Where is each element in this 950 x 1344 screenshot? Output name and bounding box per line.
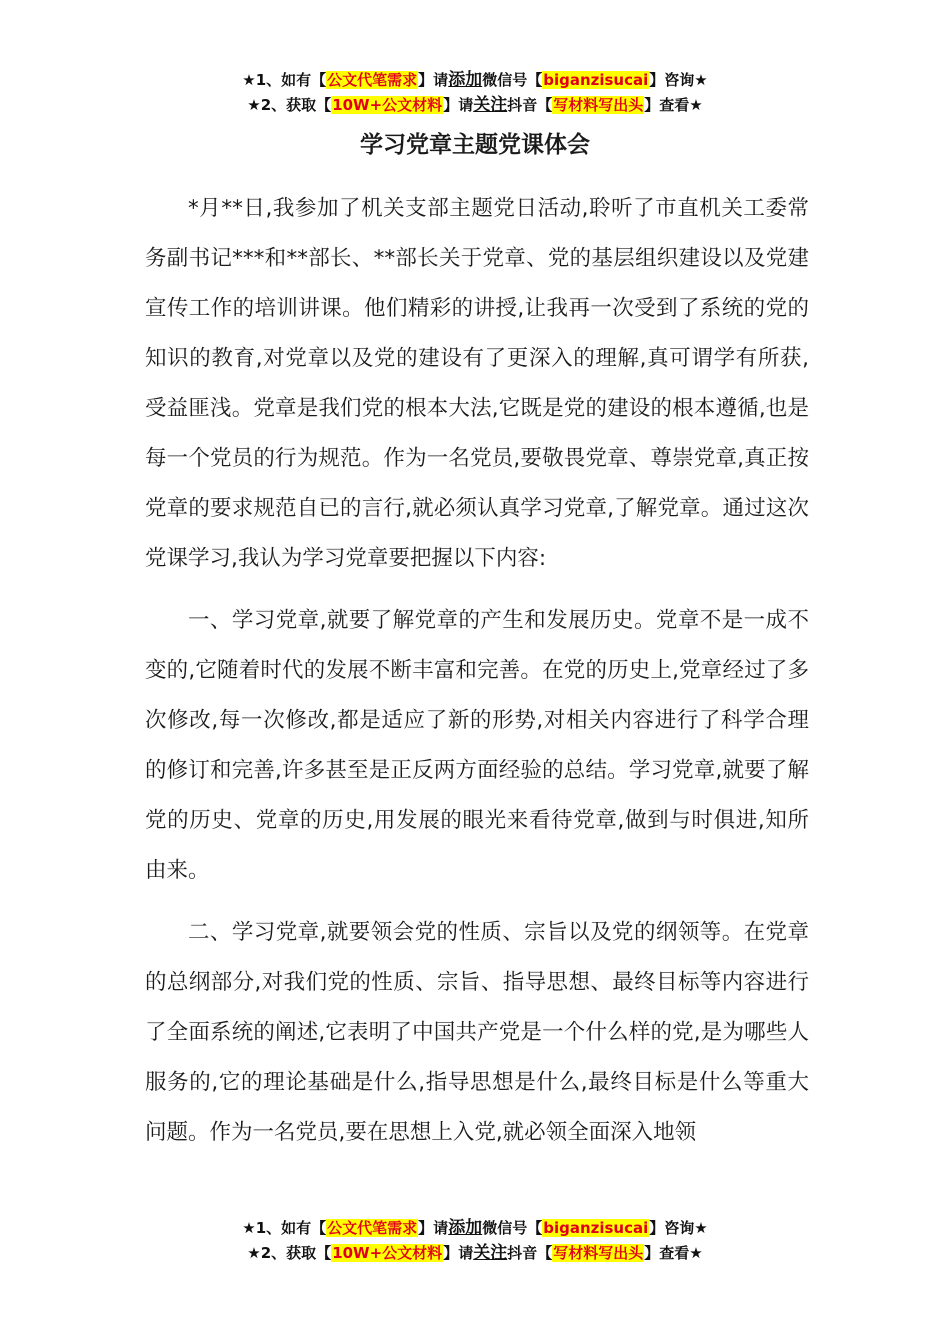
promo-text: 微信号【 [482,71,543,89]
promo-text: 微信号【 [482,1219,543,1237]
promo-emphasis: 添加 [448,70,483,90]
paragraph-point-1: 一、学习党章,就要了解党章的产生和发展历史。党章不是一成不变的,它随着时代的发展不断丰富和完善。在党的历史上,党章经过了多次修改,每一次修改,都是适应了新的形势,对相关内容进行了科学合理的修订和完善,许多甚至是正反两方面经验的总结。学习党章,就要了解党的历史、党章的历史,用发展的眼光来看待党章,做到与时俱进,知所由来。 [145,608,809,883]
promo-highlight-service: 公文代笔需求 [327,1219,418,1237]
promo-text: 】请 [418,71,449,89]
document-title: 学习党章主题党课体会 [360,132,590,158]
promo-text: 】请 [443,96,474,114]
paragraph-point-2: 二、学习党章,就要领会党的性质、宗旨以及党的纲领等。在党章的总纲部分,对我们党的性质、宗旨、指导思想、最终目标等内容进行了全面系统的阐述,它表明了中国共产党是一个什么样的党,是为哪些人服务的,它的理论基础是什么,指导思想是什么,最终目标是什么等重大问题。作为一名党员,要在思想上入党,就必领全面深入地领 [145,920,809,1145]
promo-text: ★1、如有【 [242,1219,327,1237]
header-promo-banner [0,68,950,118]
promo-text: 】请 [418,1219,449,1237]
promo-emphasis: 添加 [448,1218,483,1238]
promo-text: 】查看★ [644,1244,703,1262]
promo-highlight-douyin-account: 写材料写出头 [553,1244,644,1262]
promo-highlight-wechat-id: biganzisucai [543,1219,649,1237]
document-body [145,184,809,1170]
promo-highlight-douyin-account: 写材料写出头 [553,96,644,114]
promo-text: ★1、如有【 [242,71,327,89]
promo-text: 】咨询★ [649,1219,708,1237]
promo-highlight-service: 公文代笔需求 [327,71,418,89]
promo-text: ★2、获取【 [247,96,332,114]
promo-highlight-materials: 10W+公文材料 [332,1244,443,1262]
promo-text: 】请 [443,1244,474,1262]
promo-line-1 [0,68,950,93]
paragraph-intro: *月**日,我参加了机关支部主题党日活动,聆听了市直机关工委常务副书记***和**部长、**部长关于党章、党的基层组织建设以及党建宣传工作的培训讲课。他们精彩的讲授,让我再一次受到了系统的党的知识的教育,对党章以及党的建设有了更深入的理解,真可谓学有所获,受益匪浅。党章是我们党的根本大法,它既是党的建设的根本遵循,也是每一个党员的行为规范。作为一名党员,要敬畏党章、尊崇党章,真正按党章的要求规范自已的言行,就必须认真学习党章,了解党章。通过这次党课学习,我认为学习党章要把握以下内容: [145,196,809,571]
promo-line-1 [0,1216,950,1241]
promo-highlight-wechat-id: biganzisucai [543,71,649,89]
promo-line-2 [0,93,950,118]
promo-text: 抖音【 [507,96,553,114]
footer-promo-banner [0,1216,950,1266]
promo-line-2 [0,1241,950,1266]
promo-emphasis: 关注 [473,95,508,115]
promo-highlight-materials: 10W+公文材料 [332,96,443,114]
promo-text: 】查看★ [644,96,703,114]
promo-text: 抖音【 [507,1244,553,1262]
promo-text: 】咨询★ [649,71,708,89]
promo-text: ★2、获取【 [247,1244,332,1262]
promo-emphasis: 关注 [473,1243,508,1263]
